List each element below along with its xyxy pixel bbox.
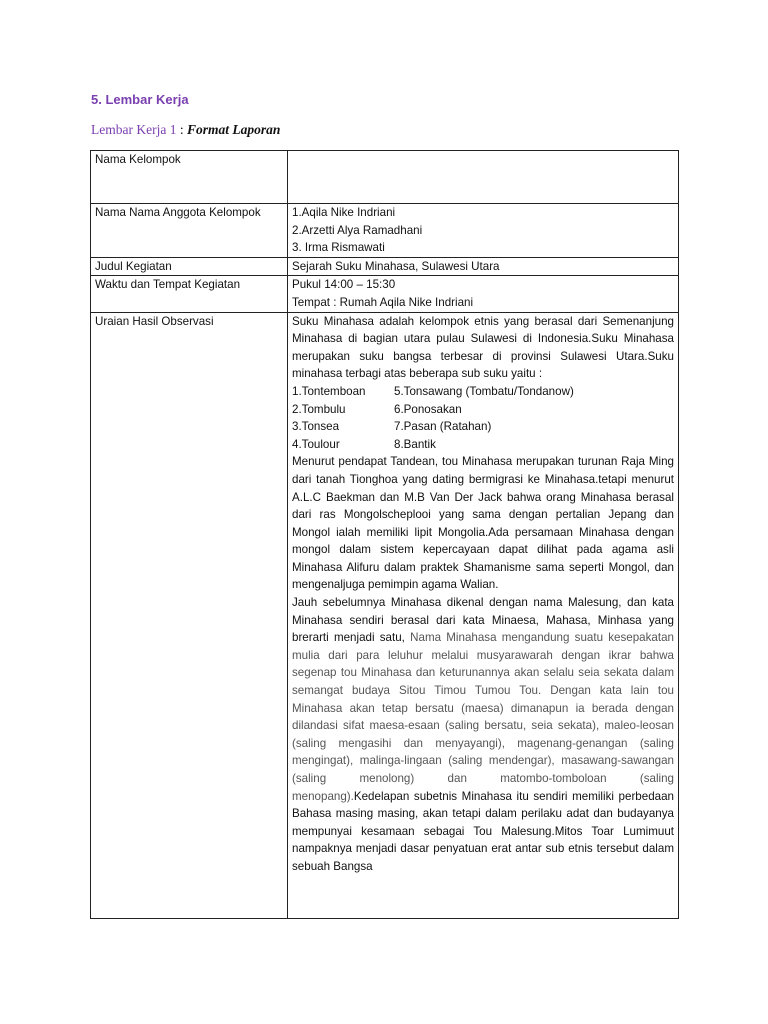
value-anggota <box>288 204 679 258</box>
value-waktu <box>288 276 679 312</box>
subheading-separator: : <box>176 122 187 137</box>
member-item: 2.Arzetti Alya Ramadhani <box>292 223 423 237</box>
member-item: 1.Aqila Nike Indriani <box>292 206 396 219</box>
row-anggota <box>91 204 679 258</box>
worksheet-title: Format Laporan <box>186 122 281 137</box>
label-waktu: Waktu dan Tempat Kegiatan <box>91 276 288 312</box>
sub-suku-item: 5.Tonsawang (Tombatu/Tondanow) <box>394 384 574 398</box>
sub-suku-item: 7.Pasan (Ratahan) <box>394 420 492 434</box>
label-uraian: Uraian Hasil Observasi <box>91 312 288 918</box>
row-uraian <box>91 312 679 918</box>
report-table <box>90 150 679 919</box>
worksheet-number: Lembar Kerja 1 <box>91 122 177 137</box>
sub-suku-item: 1.Tontemboan <box>292 384 366 398</box>
observation-intro: Suku Minahasa adalah kelompok etnis yang berasal dari Semenanjung Minahasa di bagian utara pulau Sulawesi di Indonesia.Suku Minahasa merupakan suku bangsa terbesar di provinsi Sulawesi Utara.Suku minahasa terbagi atas beberapa sub suku yaitu : <box>292 314 674 381</box>
sub-suku-item: 2.Tombulu <box>292 402 346 416</box>
member-item: 3. Irma Rismawati <box>292 241 385 255</box>
row-judul <box>91 257 679 276</box>
label-anggota: Nama Nama Anggota Kelompok <box>91 204 288 258</box>
value-uraian <box>288 312 679 918</box>
paragraph-3-end: Kedelapan subetnis Minahasa itu sendiri memiliki perbedaan Bahasa masing masing, akan tetapi dalam perilaku adat dan budayanya mempunyai kesamaan sebagai Tou Malesung.Mitos Toar Lumimuut nampaknya menjadi dasar penyatuan erat antar sub etnis tersebut dalam sebuah Bangsa <box>292 789 674 873</box>
paragraph-3-start: Jauh sebelumnya Minahasa dikenal dengan nama Malesung, dan kata Minahasa sendiri berasal dari kata Minaesa, Mahasa, Minhasa yang brerarti menjadi satu, <box>292 596 674 645</box>
observation-paragraph-2: Menurut pendapat Tandean, tou Minahasa merupakan turunan Raja Ming dari tanah Tionghoa yang dating bermigrasi ke Minahasa.tetapi menurut A.L.C Baekman dan M.B Van Der Jack bahwa orang Minahasa berasal dari ras Mongolscheplooi yang sama dengan pertalian Jepang dan Mongol ialah memiliki lipit Mongolia.Ada persamaan Minahasa dengan mongol dalam sistem kepercayaan dapat dilihat pada agama asli Minahasa Alifuru dalam praktek Shamanisme sama seperti Mongol, dan mengenaljuga pemimpin agama Walian. <box>292 455 674 592</box>
place-text: Tempat : Rumah Aqila Nike Indriani <box>292 295 474 309</box>
row-waktu <box>91 276 679 312</box>
time-text: Pukul 14:00 – 15:30 <box>292 278 396 292</box>
label-judul: Judul Kegiatan <box>91 257 288 276</box>
sub-suku-list <box>292 383 674 453</box>
sub-suku-item: 8.Bantik <box>394 437 436 451</box>
worksheet-subheading <box>91 122 280 138</box>
paragraph-3-quote: Nama Minahasa mengandung suatu kesepakatan mulia dari para leluhur melalui musyarawarah dengan ikrar bahwa segenap tou Minahasa dan keturunannya akan selalu seia sekata dalam semangat budaya Sitou Timou Tumou Tou. Dengan kata lain tou Minahasa akan tetap bersatu (maesa) dimanapun ia berada dengan dilandasi sifat maesa-esaan (saling bersatu, seia sekata), maleo-leosan (saling mengasihi dan menyayangi), magenang-genangan (saling mengingat), malinga-lingaan (saling mendengar), masawang-sawangan (saling menolong) dan matombo-tomboloan (saling menopang). <box>292 631 674 803</box>
value-judul: Sejarah Suku Minahasa, Sulawesi Utara <box>288 257 679 276</box>
sub-suku-item: 4.Toulour <box>292 437 340 451</box>
row-nama-kelompok <box>91 151 679 204</box>
sub-suku-item: 6.Ponosakan <box>394 402 462 416</box>
section-heading: 5. Lembar Kerja <box>91 92 189 107</box>
observation-paragraph-3 <box>292 594 674 876</box>
value-nama-kelompok <box>288 151 679 204</box>
sub-suku-item: 3.Tonsea <box>292 420 340 434</box>
label-nama-kelompok: Nama Kelompok <box>91 151 288 204</box>
observation-text <box>292 313 674 918</box>
